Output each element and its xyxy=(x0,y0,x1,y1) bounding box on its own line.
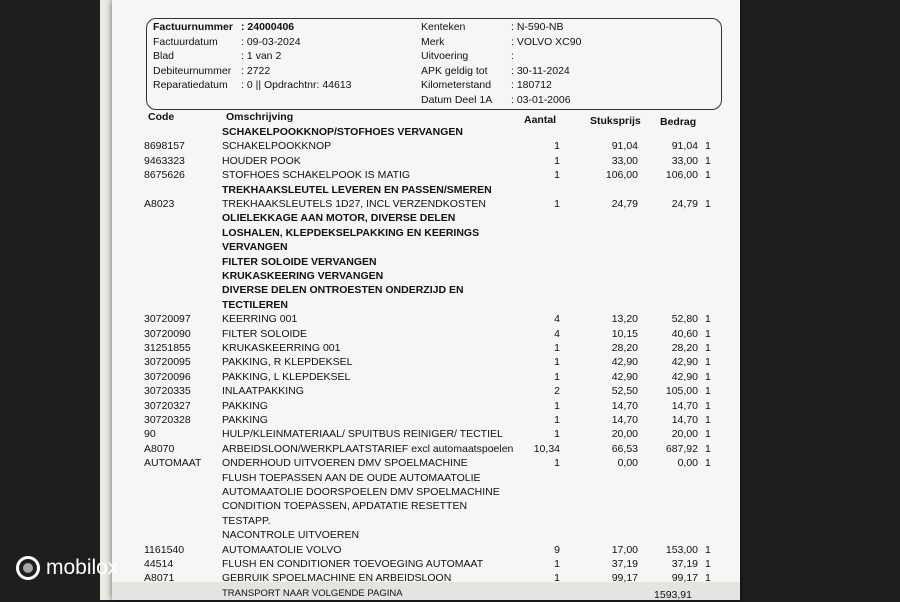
header-value: : 24000406 xyxy=(241,21,295,33)
header-value: : VOLVO XC90 xyxy=(511,35,582,48)
line-qty: 1 xyxy=(554,428,560,441)
line-qty: 2 xyxy=(554,385,560,398)
line-desc: KEERRING 001 xyxy=(222,313,298,326)
line-amount: 14,70 xyxy=(671,414,698,426)
line-amount: 40,60 xyxy=(671,327,698,340)
header-value: : 03-01-2006 xyxy=(511,93,571,106)
line-price: 14,70 xyxy=(611,414,638,426)
line-vat: 1 xyxy=(705,543,711,556)
line-desc: STOFHOES SCHAKELPOOK IS MATIG xyxy=(222,169,411,182)
header-label: Merk xyxy=(421,35,445,48)
line-desc: FILTER SOLOIDE VERVANGEN xyxy=(222,255,377,268)
line-amount: 687,92 xyxy=(665,442,698,455)
header-value: : 2722 xyxy=(241,64,271,77)
line-qty: 10,34 xyxy=(533,442,560,455)
line-desc: TECTILEREN xyxy=(222,298,288,311)
line-desc: NACONTROLE UITVOEREN xyxy=(222,529,360,542)
line-price: 91,04 xyxy=(611,140,638,153)
header-value: : 1 van 2 xyxy=(241,50,282,62)
line-vat: 1 xyxy=(705,356,711,369)
header-label: Factuurnummer xyxy=(153,21,233,33)
line-price: 33,00 xyxy=(611,154,638,167)
line-desc: TREKHAAKSLEUTELS 1D27, INCL VERZENDKOSTEN xyxy=(222,198,486,210)
line-vat: 1 xyxy=(705,327,711,340)
line-qty: 1 xyxy=(554,558,560,570)
line-desc: TREKHAAKSLEUTEL LEVEREN EN PASSEN/SMEREN xyxy=(222,183,492,196)
line-code: 30720328 xyxy=(144,414,191,426)
line-desc: DIVERSE DELEN ONTROESTEN ONDERZIJD EN xyxy=(222,284,464,297)
line-amount: 42,90 xyxy=(671,370,698,383)
line-price: 99,17 xyxy=(611,572,638,585)
line-vat: 1 xyxy=(705,154,711,167)
line-price: 66,53 xyxy=(611,442,638,455)
line-amount: 52,80 xyxy=(671,313,698,326)
line-desc: KRUKASKEERRING 001 xyxy=(222,342,341,354)
line-code: 30720090 xyxy=(144,327,191,340)
line-code: 8698157 xyxy=(144,140,185,153)
line-amount: 28,20 xyxy=(671,342,698,354)
line-vat: 1 xyxy=(705,385,711,398)
line-desc: ARBEIDSLOON/WERKPLAATSTARIEF excl automaatspoelen xyxy=(222,442,514,455)
line-vat: 1 xyxy=(705,169,711,182)
line-price: 42,90 xyxy=(611,370,638,383)
header-value: : 0 || Opdrachtnr: 44613 xyxy=(241,79,352,91)
line-amount: 105,00 xyxy=(665,385,698,398)
line-qty: 1 xyxy=(554,399,560,412)
header-label: Kenteken xyxy=(421,21,466,33)
column-header-aantal: Aantal xyxy=(524,114,557,126)
line-qty: 1 xyxy=(554,572,560,585)
line-desc: SCHAKELPOOKKNOP xyxy=(222,140,332,153)
line-desc: INLAATPAKKING xyxy=(222,385,304,398)
line-vat: 1 xyxy=(705,140,711,153)
line-qty: 1 xyxy=(554,154,560,167)
line-desc: KRUKASKEERING VERVANGEN xyxy=(222,270,384,282)
line-code: 90 xyxy=(144,428,156,441)
line-amount: 106,00 xyxy=(665,169,698,182)
line-price: 14,70 xyxy=(611,399,638,412)
line-code: 30720097 xyxy=(144,313,191,326)
header-label: Uitvoering xyxy=(421,50,469,62)
mobilox-logo-icon xyxy=(16,556,40,580)
line-vat: 1 xyxy=(705,414,711,426)
line-qty: 1 xyxy=(554,169,560,182)
header-label: Reparatiedatum xyxy=(153,79,228,91)
line-desc: HOUDER POOK xyxy=(222,154,301,167)
line-desc: TESTAPP. xyxy=(222,514,271,527)
line-code: 30720327 xyxy=(144,399,191,412)
line-vat: 1 xyxy=(705,572,711,585)
line-desc: GEBRUIK SPOELMACHINE EN ARBEIDSLOON xyxy=(222,572,452,585)
header-value: : 30-11-2024 xyxy=(511,64,570,77)
line-vat: 1 xyxy=(705,370,711,383)
line-qty: 4 xyxy=(554,313,560,326)
line-price: 42,90 xyxy=(611,356,638,369)
line-code: A8070 xyxy=(144,442,175,455)
header-label: Kilometerstand xyxy=(421,79,492,91)
line-amount: 20,00 xyxy=(671,428,698,441)
line-desc: CONDITION TOEPASSEN, APDATATIE RESETTEN xyxy=(222,500,468,513)
line-price: 10,15 xyxy=(611,327,638,340)
line-vat: 1 xyxy=(705,428,711,441)
column-header-bedrag: Bedrag xyxy=(660,116,697,128)
line-price: 24,79 xyxy=(611,198,638,210)
line-code: 44514 xyxy=(144,558,174,570)
line-vat: 1 xyxy=(705,442,711,455)
line-amount: 153,00 xyxy=(665,543,698,556)
line-vat: 1 xyxy=(705,198,711,210)
line-code: 31251855 xyxy=(144,342,191,354)
line-code: 8675626 xyxy=(144,169,185,182)
header-label: Blad xyxy=(153,50,175,62)
column-header-stuksprijs: Stuksprijs xyxy=(590,115,641,127)
line-amount: 91,04 xyxy=(671,140,698,153)
line-amount: 37,19 xyxy=(671,558,698,570)
header-label: Factuurdatum xyxy=(153,35,218,48)
invoice-header-box xyxy=(146,18,722,110)
line-qty: 9 xyxy=(554,543,560,556)
header-value: : xyxy=(511,50,514,62)
header-value: : 180712 xyxy=(511,79,552,91)
line-price: 37,19 xyxy=(611,558,638,570)
line-desc: FLUSH EN CONDITIONER TOEVOEGING AUTOMAAT xyxy=(222,558,484,570)
transport-amount: 1593,91 xyxy=(654,588,692,601)
line-desc: LOSHALEN, KLEPDEKSELPAKKING EN KEERINGS xyxy=(222,226,480,239)
line-code: 30720095 xyxy=(144,356,191,369)
line-code: 30720335 xyxy=(144,385,191,398)
column-header-code: Code xyxy=(148,111,175,123)
mobilox-brand-text: mobilox xyxy=(46,556,119,579)
line-desc: PAKKING xyxy=(222,414,268,426)
line-qty: 1 xyxy=(554,356,560,369)
line-price: 52,50 xyxy=(611,385,638,398)
line-price: 20,00 xyxy=(611,428,638,441)
line-amount: 99,17 xyxy=(671,572,698,585)
line-vat: 1 xyxy=(705,558,711,570)
transport-label: TRANSPORT NAAR VOLGENDE PAGINA xyxy=(222,587,403,599)
line-desc: OLIELEKKAGE AAN MOTOR, DIVERSE DELEN xyxy=(222,212,456,225)
line-price: 28,20 xyxy=(611,342,638,354)
line-price: 106,00 xyxy=(605,169,638,182)
line-desc: ONDERHOUD UITVOEREN DMV SPOELMACHINE xyxy=(222,457,468,470)
line-price: 17,00 xyxy=(611,543,638,556)
header-value: : N-590-NB xyxy=(511,21,564,33)
line-vat: 1 xyxy=(705,313,711,326)
line-amount: 0,00 xyxy=(677,457,698,470)
line-amount: 14,70 xyxy=(671,399,698,412)
line-qty: 1 xyxy=(554,342,560,354)
line-desc: FILTER SOLOIDE xyxy=(222,327,307,340)
mobilox-watermark xyxy=(16,556,118,580)
line-code: A8023 xyxy=(144,198,175,210)
header-label: APK geldig tot xyxy=(421,64,488,77)
line-desc: HULP/KLEINMATERIAAL/ SPUITBUS REINIGER/ TECTIEL xyxy=(222,428,503,441)
header-label: Debiteurnummer xyxy=(153,64,232,77)
line-desc: VERVANGEN xyxy=(222,241,288,254)
line-qty: 1 xyxy=(554,198,560,210)
line-qty: 1 xyxy=(554,140,560,153)
line-code: A8071 xyxy=(144,572,175,585)
line-code: 30720096 xyxy=(144,370,191,383)
header-label: Datum Deel 1A xyxy=(421,93,493,106)
line-qty: 4 xyxy=(554,327,560,340)
line-desc: PAKKING xyxy=(222,399,268,412)
line-desc: FLUSH TOEPASSEN AAN DE OUDE AUTOMAATOLIE xyxy=(222,471,481,484)
column-header-omschrijving: Omschrijving xyxy=(226,111,294,123)
line-amount: 24,79 xyxy=(671,198,698,210)
line-price: 0,00 xyxy=(617,457,638,470)
line-desc: AUTOMAATOLIE DOORSPOELEN DMV SPOELMACHINE xyxy=(222,486,500,498)
line-code: AUTOMAAT xyxy=(144,457,202,470)
line-code: 1161540 xyxy=(144,543,185,556)
line-desc: SCHAKELPOOKKNOP/STOFHOES VERVANGEN xyxy=(222,126,463,138)
line-desc: PAKKING, R KLEPDEKSEL xyxy=(222,356,353,369)
line-code: 9463323 xyxy=(144,154,185,167)
line-desc: PAKKING, L KLEPDEKSEL xyxy=(222,370,351,383)
line-vat: 1 xyxy=(705,457,711,470)
header-value: : 09-03-2024 xyxy=(241,35,301,48)
line-price: 13,20 xyxy=(611,313,638,326)
line-qty: 1 xyxy=(554,414,560,426)
line-amount: 42,90 xyxy=(671,356,698,369)
line-qty: 1 xyxy=(554,457,560,470)
line-vat: 1 xyxy=(705,342,711,354)
line-vat: 1 xyxy=(705,399,711,412)
line-qty: 1 xyxy=(554,370,560,383)
line-desc: AUTOMAATOLIE VOLVO xyxy=(222,543,342,556)
line-amount: 33,00 xyxy=(671,154,698,167)
